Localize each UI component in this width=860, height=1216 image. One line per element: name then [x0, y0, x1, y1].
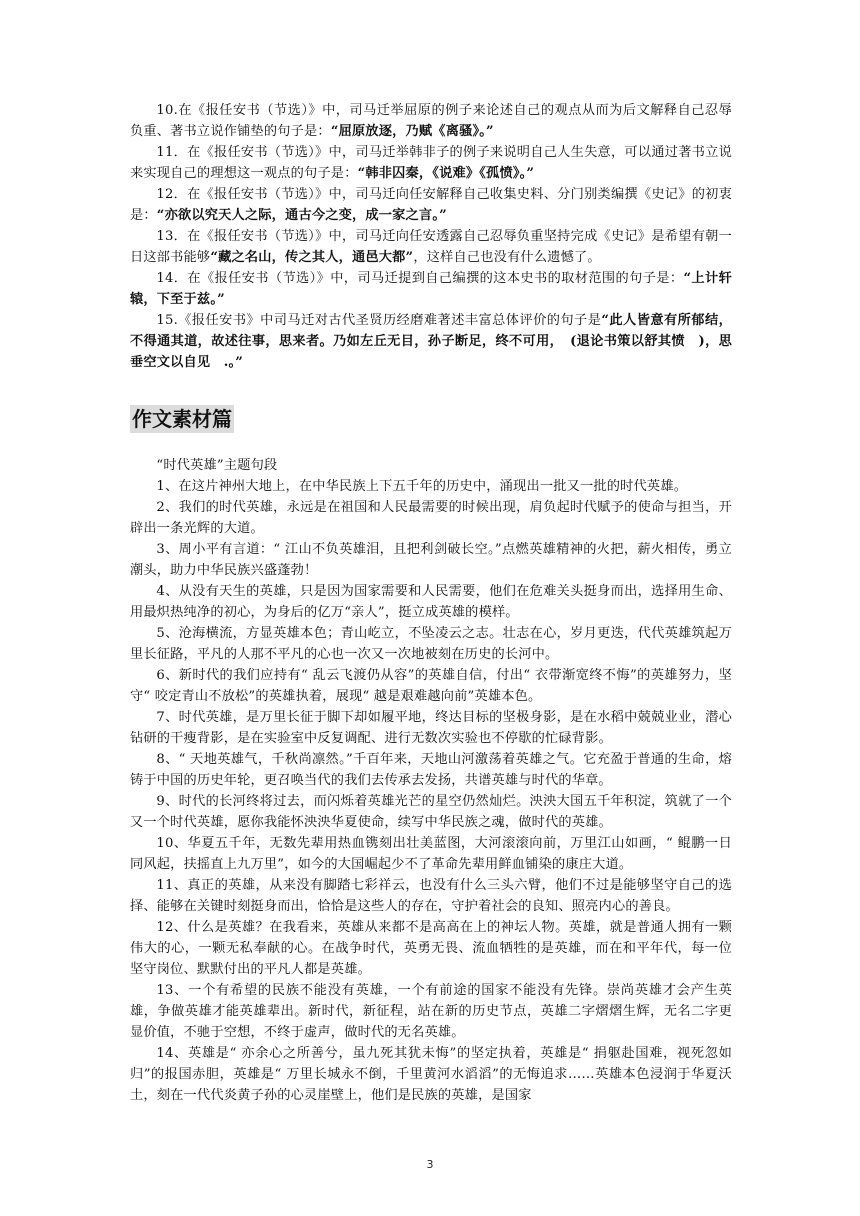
material-list [130, 476, 732, 1106]
question-list [130, 100, 732, 373]
question-item: 13．在《报任安书（节选）》中，司马迁向任安透露自己忍辱负重坚持完成《史记》是希望有朝一日这部书能够“藏之名山，传之其人，通邑大都”，这样自己也没有什么遗憾了。 [130, 229, 732, 265]
material-item: 8、“ 天地英雄气，千秋尚凛然。”千百年来，天地山河激荡着英雄之气。它充盈于普通的生命，熔铸于中国的历史年轮，更召唤当代的我们去传承去发扬，共谱英雄与时代的华章。 [130, 752, 732, 788]
material-item: 5、沧海横流，方显英雄本色；青山屹立，不坠凌云之志。壮志在心，岁月更迭，代代英雄筑起万里长征路，平凡的人那不平凡的心也一次又一次地被刻在历史的长河中。 [130, 626, 732, 662]
material-item: 13、一个有希望的民族不能没有英雄，一个有前途的国家不能没有先锋。崇尚英雄才会产生英雄，争做英雄才能英雄辈出。新时代，新征程，站在新的历史节点，英雄二字熠熠生辉，无名二字更显价值，不驰于空想，不终于虚声，做时代的无名英雄。 [130, 983, 732, 1040]
page-number: 3 [426, 1158, 434, 1171]
material-item: 2、我们的时代英雄，永远是在祖国和人民最需要的时候出现，肩负起时代赋予的使命与担当，开辟出一条光辉的大道。 [130, 500, 732, 536]
question-item: 11．在《报任安书（节选）》中，司马迁举韩非子的例子来说明自己人生失意，可以通过著书立说来实现自己的理想这一观点的句子是：“韩非囚秦，《说难》《孤愤》。” [130, 145, 732, 181]
question-item: 12．在《报任安书（节选）》中，司马迁向任安解释自己收集史料、分门别类编撰《史记》的初衷是：“亦欲以究天人之际，通古今之变，成一家之言。” [130, 187, 732, 223]
material-item: 10、华夏五千年，无数先辈用热血镌刻出壮美蓝图，大河滚滚向前，万里江山如画，“ 鲲鹏一日同风起，扶摇直上九万里”，如今的大国崛起少不了革命先辈用鲜血铺染的康庄大道。 [130, 836, 732, 872]
material-item: 11、真正的英雄，从来没有脚踏七彩祥云，也没有什么三头六臂，他们不过是能够坚守自己的选择、能够在关键时刻挺身而出，恰恰是这些人的存在，守护着社会的良知、照亮内心的善良。 [130, 878, 732, 914]
material-item: 3、周小平有言道：“ 江山不负英雄泪，且把利剑破长空。”点燃英雄精神的火把，薪火相传，勇立潮头，助力中华民族兴盛蓬勃！ [130, 542, 732, 578]
question-item: 10.在《报任安书（节选）》中，司马迁举屈原的例子来论述自己的观点从而为后文解释自己忍辱负重、著书立说作铺垫的句子是：“屈原放逐，乃赋《离骚》。” [130, 103, 732, 139]
topic-title: “时代英雄”主题句段 [156, 458, 278, 473]
material-item: 6、新时代的我们应持有“ 乱云飞渡仍从容”的英雄自信，付出“ 衣带渐宽终不悔”的英雄努力，坚守“ 咬定青山不放松”的英雄执着，展现“ 越是艰难越向前”英雄本色。 [130, 668, 732, 704]
question-item: 15.《报任安书》中司马迁对古代圣贤历经磨难著述丰富总体评价的句子是“此人皆意有所郁结，不得通其道，故述往事，思来者。乃如左丘无目，孙子断足，终不可用， (退论书策以舒其愤 )，思垂空文以自见 .。” [130, 313, 732, 370]
material-item: 9、时代的长河终将过去，而闪烁着英雄光芒的星空仍然灿烂。泱泱大国五千年积淀，筑就了一个又一个时代英雄，愿你我能怀泱泱华夏使命，续写中华民族之魂，做时代的英雄。 [130, 794, 732, 830]
question-item: 14．在《报任安书（节选）》中，司马迁提到自己编撰的这本史书的取材范围的句子是：“上计轩辕，下至于兹。” [130, 271, 732, 307]
section-heading: 作文素材篇 [132, 407, 232, 431]
document-page [130, 100, 732, 1106]
material-item: 7、时代英雄，是万里长征于脚下却如履平地，终达目标的坚极身影，是在水稻中兢兢业业，潜心钻研的干瘦背影，是在实验室中反复调配、进行无数次实验也不停歇的忙碌背影。 [130, 710, 732, 746]
material-item: 12、什么是英雄？在我看来，英雄从来都不是高高在上的神坛人物。英雄，就是普通人拥有一颗伟大的心，一颗无私奉献的心。在战争时代，英勇无畏、流血牺牲的是英雄，而在和平年代，每一位坚守岗位、默默付出的平凡人都是英雄。 [130, 920, 732, 977]
material-item: 1、在这片神州大地上，在中华民族上下五千年的历史中，涌现出一批又一批的时代英雄。 [156, 479, 688, 494]
material-item: 14、英雄是“ 亦余心之所善兮，虽九死其犹未悔”的坚定执着，英雄是“ 捐躯赴国难，视死忽如归”的报国赤胆，英雄是“ 万里长城永不倒，千里黄河水滔滔”的无悔追求……英雄本色浸润于华夏沃土，刻在一代代炎黄子孙的心灵崖壁上，他们是民族的英雄，是国家 [130, 1046, 732, 1103]
material-item: 4、从没有天生的英雄，只是因为国家需要和人民需要，他们在危难关头挺身而出，选择用生命、用最炽热纯净的初心，为身后的亿万“亲人”，挺立成英雄的模样。 [130, 584, 732, 620]
